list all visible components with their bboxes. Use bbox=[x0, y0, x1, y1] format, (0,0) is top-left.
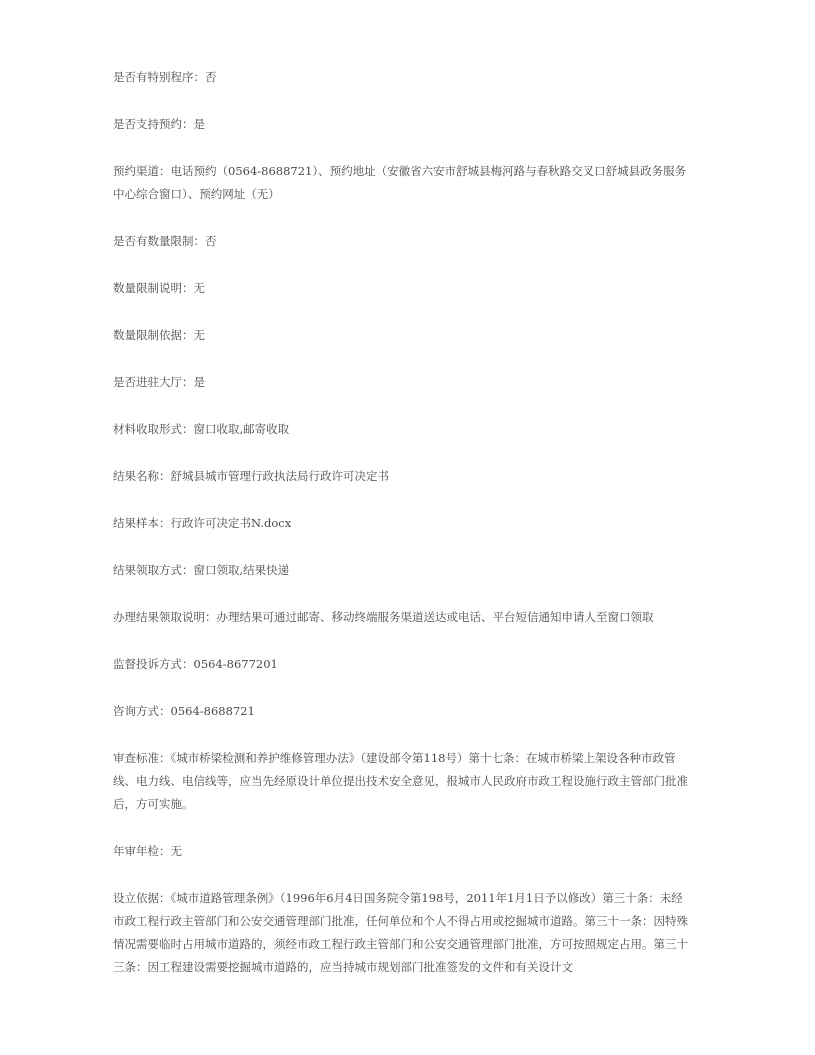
result-sample-field: 结果样本：行政许可决定书N.docx bbox=[113, 516, 292, 530]
material-collection-field: 材料收取形式：窗口收取,邮寄收取 bbox=[113, 422, 290, 436]
annual-review-field: 年审年检：无 bbox=[113, 844, 182, 858]
consult-field: 咨询方式：0564-8688721 bbox=[113, 704, 255, 718]
quantity-limit-desc-field: 数量限制说明：无 bbox=[113, 281, 205, 295]
quantity-limit-basis-field: 数量限制依据：无 bbox=[113, 328, 205, 342]
special-procedure-field: 是否有特别程序：否 bbox=[113, 70, 217, 84]
result-pickup-desc-field: 办理结果领取说明：办理结果可通过邮寄、移动终端服务渠道送达或电话、平台短信通知申请人至窗口领取 bbox=[113, 610, 654, 624]
review-standard-field: 审查标准：《城市桥梁检测和养护维修管理办法》（建设部令第118号）第十七条：在城市桥梁上架设各种市政管线、电力线、电信线等，应当先经原设计单位提出技术安全意见，报城市人民政府市政工程设施行政主管部门批准后，方可实施。 bbox=[113, 751, 688, 811]
complaint-field: 监督投诉方式：0564-8677201 bbox=[113, 657, 278, 671]
result-name-field: 结果名称：舒城县城市管理行政执法局行政许可决定书 bbox=[113, 469, 389, 483]
result-pickup-field: 结果领取方式：窗口领取,结果快递 bbox=[113, 563, 290, 577]
booking-channels-field: 预约渠道：电话预约（0564-8688721）、预约地址（安徽省六安市舒城县梅河路与春秋路交叉口舒城县政务服务中心综合窗口）、预约网址（无） bbox=[113, 164, 687, 201]
support-booking-field: 是否支持预约：是 bbox=[113, 117, 205, 131]
in-hall-field: 是否进驻大厅：是 bbox=[113, 375, 205, 389]
quantity-limit-field: 是否有数量限制：否 bbox=[113, 234, 217, 248]
legal-basis-field: 设立依据：《城市道路管理条例》（1996年6月4日国务院令第198号，2011年1月1日予以修改）第三十条：未经市政工程行政主管部门和公安交通管理部门批准，任何单位和个人不得占用或挖掘城市道路。第三十一条：因特殊情况需要临时占用城市道路的，须经市政工程行政主管部门和公安交通管理部门批准，方可按照规定占用。第三十三条：因工程建设需要挖掘城市道路的，应当持城市规划部门批准签发的文件和有关设计文 bbox=[113, 891, 688, 974]
document-page bbox=[113, 66, 693, 1003]
